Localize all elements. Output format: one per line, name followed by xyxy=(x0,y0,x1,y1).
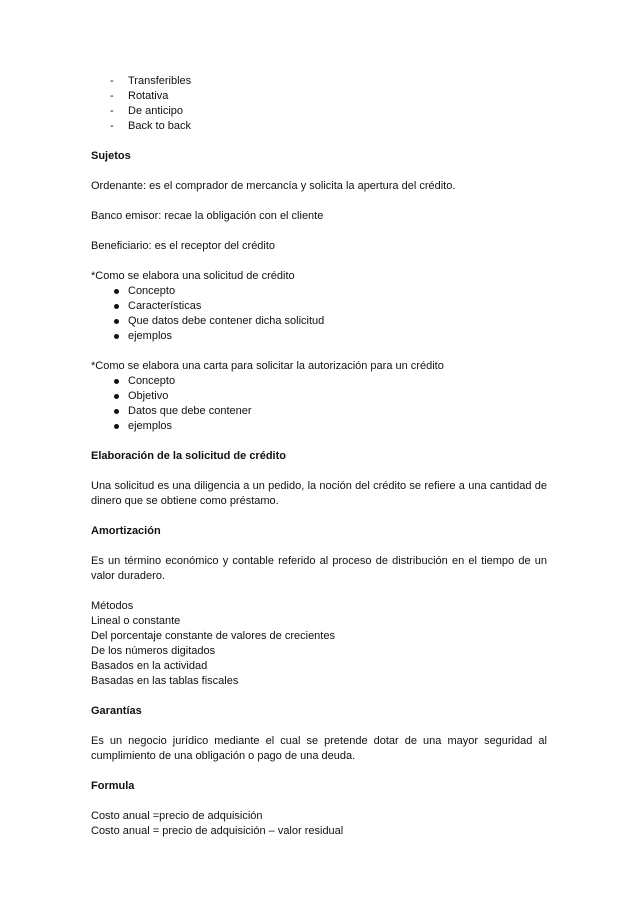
formula-line: Costo anual =precio de adquisición xyxy=(91,810,263,822)
solicitud-bullet-list xyxy=(91,284,547,344)
garantias-heading: Garantías xyxy=(91,705,142,717)
amortizacion-heading: Amortización xyxy=(91,525,161,537)
list-item xyxy=(91,299,547,314)
list-item-label: Datos que debe contener xyxy=(128,405,252,417)
list-item-label: Concepto xyxy=(128,375,176,387)
list-item xyxy=(91,374,547,389)
metodo-item: Lineal o constante xyxy=(91,615,181,627)
formula-line: Costo anual = precio de adquisición – valor residual xyxy=(91,825,344,837)
list-item xyxy=(91,419,547,434)
list-item-label: Objetivo xyxy=(128,390,169,402)
bullet-icon xyxy=(114,289,119,294)
metodo-item: De los números digitados xyxy=(91,645,216,657)
bullet-icon xyxy=(114,334,119,339)
list-item-label: Rotativa xyxy=(128,90,169,102)
list-item-label: Concepto xyxy=(128,285,176,297)
dash-marker: - xyxy=(110,75,114,87)
bullet-icon xyxy=(114,304,119,309)
list-item xyxy=(91,104,547,119)
solicitud-intro: *Como se elabora una solicitud de crédito xyxy=(91,270,295,282)
list-item xyxy=(91,389,547,404)
metodo-item: Basados en la actividad xyxy=(91,660,208,672)
document-content xyxy=(91,74,547,839)
metodos-block xyxy=(91,599,547,689)
banco-emisor-text: Banco emisor: recae la obligación con el cliente xyxy=(91,210,324,222)
carta-intro: *Como se elabora una carta para solicitar la autorización para un crédito xyxy=(91,360,444,372)
list-item xyxy=(91,329,547,344)
formula-block xyxy=(91,809,547,839)
list-item xyxy=(91,89,547,104)
list-item-label: ejemplos xyxy=(128,330,173,342)
bullet-icon xyxy=(114,409,119,414)
list-item-label: Que datos debe contener dicha solicitud xyxy=(128,315,325,327)
formula-heading: Formula xyxy=(91,780,135,792)
dash-marker: - xyxy=(110,120,114,132)
list-item-label: Back to back xyxy=(128,120,191,132)
ordenante-text: Ordenante: es el comprador de mercancía y solicita la apertura del crédito. xyxy=(91,180,456,192)
metodo-item: Basadas en las tablas fiscales xyxy=(91,675,239,687)
amortizacion-text: Es un término económico y contable referido al proceso de distribución en el tiempo de un valor duradero. xyxy=(91,555,547,582)
dash-marker: - xyxy=(110,90,114,102)
sujetos-heading: Sujetos xyxy=(91,150,131,162)
list-item xyxy=(91,119,547,134)
list-item-label: De anticipo xyxy=(128,105,184,117)
elaboracion-text: Una solicitud es una diligencia a un pedido, la noción del crédito se refiere a una cantidad de dinero que se obtiene como préstamo. xyxy=(91,480,547,507)
list-item-label: Transferibles xyxy=(128,75,192,87)
elaboracion-heading: Elaboración de la solicitud de crédito xyxy=(91,450,286,462)
list-item xyxy=(91,314,547,329)
bullet-icon xyxy=(114,394,119,399)
bullet-icon xyxy=(114,379,119,384)
credit-types-list xyxy=(91,74,547,134)
metodo-item: Del porcentaje constante de valores de crecientes xyxy=(91,630,335,642)
beneficiario-text: Beneficiario: es el receptor del crédito xyxy=(91,240,276,252)
dash-marker: - xyxy=(110,105,114,117)
list-item-label: Características xyxy=(128,300,202,312)
carta-bullet-list xyxy=(91,374,547,434)
bullet-icon xyxy=(114,319,119,324)
metodos-title: Métodos xyxy=(91,600,134,612)
bullet-icon xyxy=(114,424,119,429)
list-item xyxy=(91,74,547,89)
list-item xyxy=(91,404,547,419)
garantias-text: Es un negocio jurídico mediante el cual se pretende dotar de una mayor seguridad al cumplimiento de una obligación o pago de una deuda. xyxy=(91,735,547,762)
list-item-label: ejemplos xyxy=(128,420,173,432)
list-item xyxy=(91,284,547,299)
